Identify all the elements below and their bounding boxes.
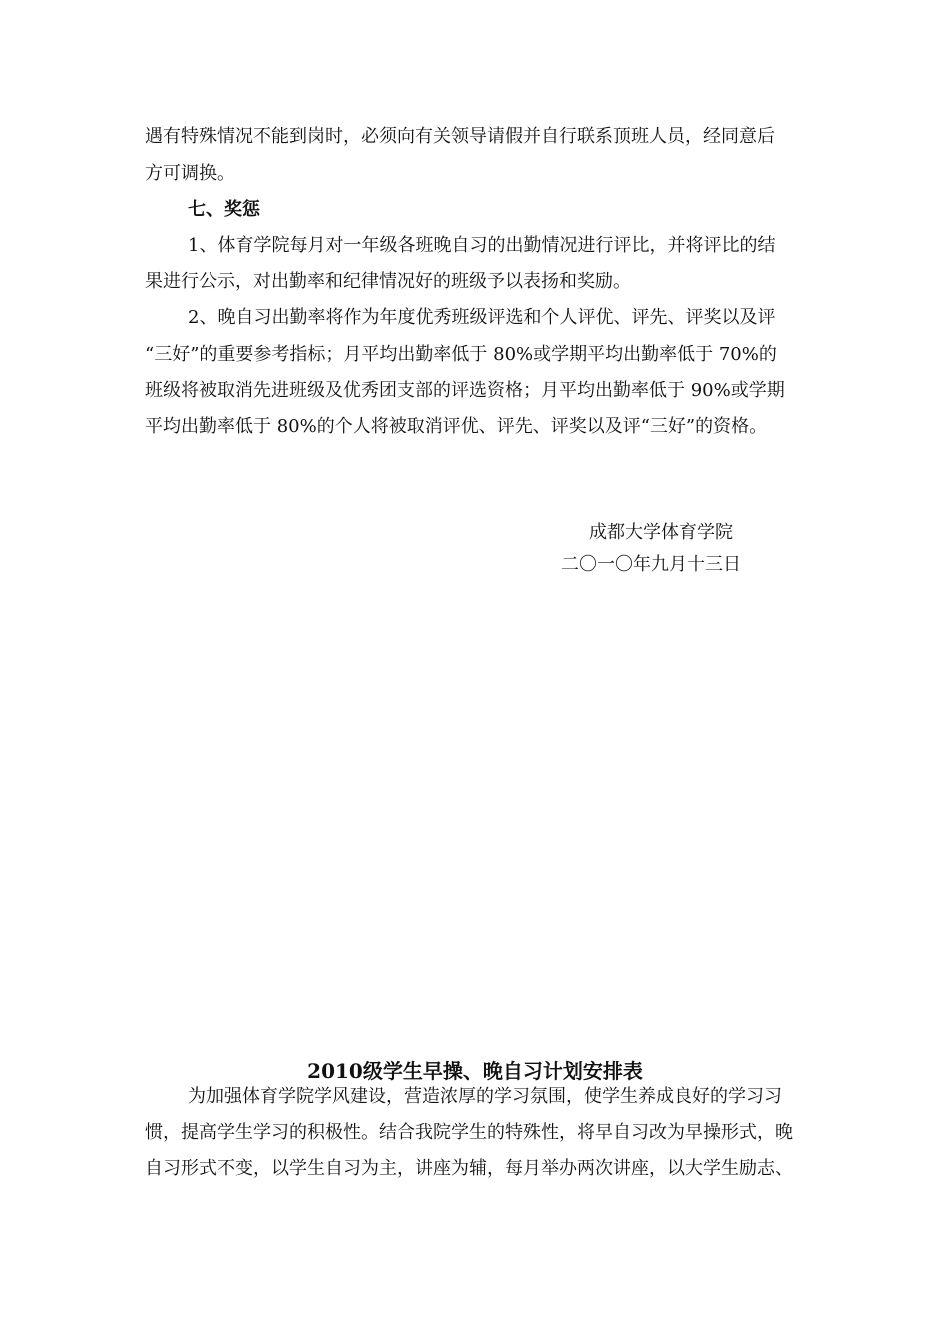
paragraph-line: 1、体育学院每月对一年级各班晚自习的出勤情况进行评比，并将评比的结 bbox=[188, 235, 776, 256]
section-heading: 七、奖惩 bbox=[188, 199, 260, 220]
paragraph-line: 平均出勤率低于 80%的个人将被取消评优、评先、评奖以及评“三好”的资格。 bbox=[145, 416, 768, 437]
paragraph-line: 遇有特殊情况不能到岗时，必须向有关领导请假并自行联系顶班人员，经同意后 bbox=[145, 126, 775, 147]
paragraph-line: 方可调换。 bbox=[145, 163, 235, 184]
paragraph-line: 惯，提高学生学习的积极性。结合我院学生的特殊性，将早自习改为早操形式，晚 bbox=[145, 1122, 793, 1143]
paragraph-line: “三好”的重要参考指标；月平均出勤率低于 80%或学期平均出勤率低于 70%的 bbox=[145, 344, 777, 365]
paragraph-line: 自习形式不变，以学生自习为主，讲座为辅，每月举办两次讲座，以大学生励志、 bbox=[145, 1158, 793, 1179]
paragraph-line: 为加强体育学院学风建设，营造浓厚的学习氛围，使学生养成良好的学习习 bbox=[188, 1086, 782, 1107]
paragraph-line: 果进行公示，对出勤率和纪律情况好的班级予以表扬和奖励。 bbox=[145, 271, 631, 292]
signature-organization: 成都大学体育学院 bbox=[589, 522, 733, 543]
signature-date: 二〇一〇年九月十三日 bbox=[561, 554, 741, 575]
paragraph-line: 2、晚自习出勤率将作为年度优秀班级评选和个人评优、评先、评奖以及评 bbox=[188, 307, 776, 328]
paragraph-line: 班级将被取消先进班级及优秀团支部的评选资格；月平均出勤率低于 90%或学期 bbox=[145, 380, 785, 401]
schedule-title: 2010级学生早操、晚自习计划安排表 bbox=[307, 1059, 643, 1083]
